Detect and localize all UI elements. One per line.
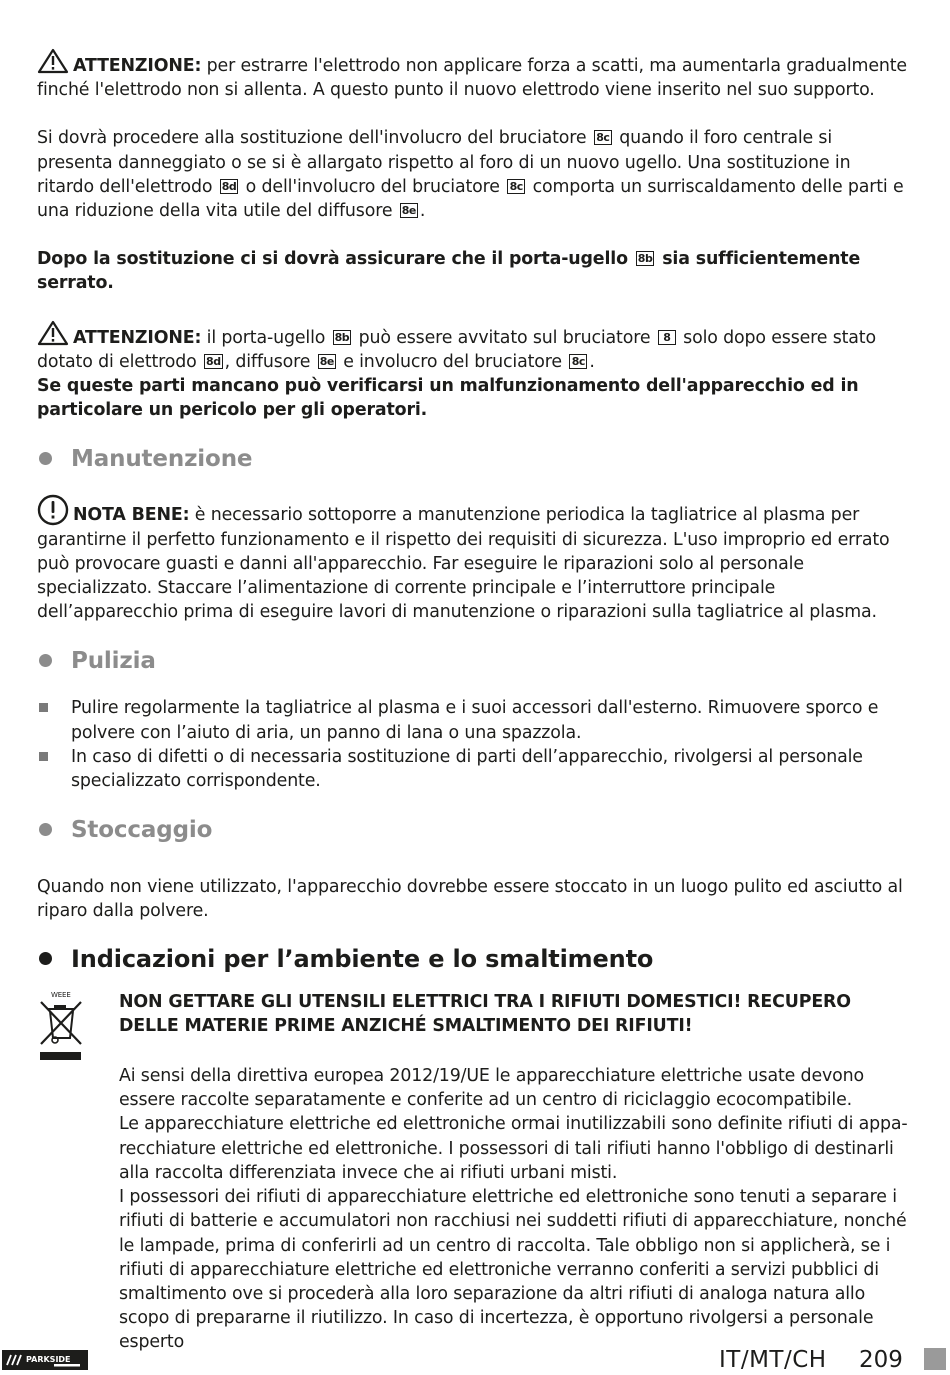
list-item-text: In caso di difetti o di necessaria sostituzione di parti dell’apparecchio, rivolgersi al personale specializzato corrispondente. — [71, 746, 863, 792]
text-segment: sia sufficientemente serrato. — [37, 249, 861, 294]
text-segment: comporta un surriscaldamento delle parti e una riduzione della vita utile del diffusore — [37, 176, 904, 222]
brand-text: PARKSIDE — [26, 1355, 71, 1364]
section-title-stoccaggio — [37, 815, 911, 845]
text-segment: solo dopo essere stato dotato di elettrodo — [37, 327, 876, 372]
bullet-dot-icon — [39, 452, 52, 465]
text-segment: , diffusore — [224, 351, 311, 372]
part-ref-badge: 8d — [206, 354, 221, 368]
page-number: 209 — [859, 1347, 903, 1373]
section-title-text: Pulizia — [71, 648, 156, 675]
storage-paragraph: Quando non viene utilizzato, l'apparecchio dovrebbe essere stoccato in un luogo pulito ed asciutto al riparo dalla polvere. — [37, 877, 903, 922]
text-segment: può essere avvitato sul bruciatore — [358, 327, 651, 348]
weee-paragraph-2: Le apparecchiature elettriche ed elettroniche ormai inutilizzabili sono definite rifiuti di appa-recchiature elettriche ed elettroniche. I possessori di tali rifiuti hanno l'obbligo di destinarli alla raccolta differenziata invece che ai rifiuti urbani misti. — [119, 1114, 908, 1183]
section-title-text: Indicazioni per l’ambiente e lo smaltimento — [71, 944, 654, 973]
text-segment: . — [419, 201, 426, 222]
parkside-logo — [2, 1350, 88, 1370]
list-item — [37, 745, 911, 793]
cleaning-list — [37, 696, 911, 793]
note-text: è necessario sottoporre a manutenzione periodica la tagliatrice al plasma per garantirne il perfetto funzionamento e il rispetto dei requisiti di sicurezza. L'uso improprio ed errato può provocare guasti e danni all'apparecchio. Far eseguire le riparazioni solo al personale specializzato. Staccare l’alimentazione di corrente principale e l’interruttore principale dell’apparecchio prima di eseguire lavori di manutenzione o riparazioni sulla tagliatrice al plasma. — [37, 505, 890, 623]
part-ref-badge: 8e — [319, 354, 334, 368]
maintenance-note-paragraph — [37, 494, 911, 624]
warning-text: per estrarre l'elettrodo non applicare forza a scatti, ma aumentarla gradualmente finché l'elettrodo non si allenta. A questo punto il nuovo elettrodo viene inserito nel suo supporto. — [37, 56, 907, 101]
part-ref-badge: 8c — [594, 130, 612, 145]
bullet-dot-icon — [39, 952, 52, 965]
text-segment: Si dovrà procedere alla sostituzione dell'involucro del bruciatore — [37, 128, 587, 149]
text-segment: e involucro del bruciatore — [343, 351, 562, 372]
weee-paragraph-1: Ai sensi della direttiva europea 2012/19/UE le apparecchiature elettriche usate devono essere raccolte separatamente e conferite ad un centro di riciclaggio ecocompatibile. — [119, 1066, 864, 1111]
weee-paragraph-3: I possessori dei rifiuti di apparecchiature elettriche ed elettroniche sono tenuti a separare i rifiuti di batterie e accumulatori non racchiusi nei suddetti rifiuti di apparecchiature, nonché le lampade, prima di conferirli ad un centro di raccolta. Tale obbligo non si applicherà, se i rifiuti di apparecchiature elettriche ed elettroniche verranno conferiti a servizi pubblici di smaltimento ove si procederà alla loro separazione da altri rifiuti di analoga natura allo scopo di prepararne il riutilizzo. In caso di incertezza, è opportuno rivolgersi a personale esperto — [119, 1187, 907, 1353]
warning-label: ATTENZIONE: — [73, 56, 202, 76]
warning-label: ATTENZIONE: — [73, 327, 202, 348]
warning-paragraph-1 — [37, 48, 911, 102]
section-title-ambiente — [37, 944, 911, 974]
text-segment: o dell'involucro del bruciatore — [245, 176, 500, 197]
warning-triangle-icon — [37, 320, 69, 346]
section-title-text: Stoccaggio — [71, 817, 213, 844]
warning-triangle-icon — [37, 48, 69, 74]
bold-note-paragraph — [37, 247, 911, 295]
part-ref-badge: 8d — [221, 179, 237, 193]
weee-label: WEEE — [51, 990, 71, 999]
part-ref-badge: 8e — [401, 204, 416, 218]
text-segment: quando il foro centrale si presenta danneggiato o se si è allargato rispetto al foro di un nuovo ugello. Una sostituzione in ritardo dell'elettrodo — [37, 128, 851, 197]
text-segment: . — [589, 351, 595, 372]
warning-bold-text: Se queste parti mancano può verificarsi un malfunzionamento dell'apparecchio ed in particolare un pericolo per gli operatori. — [37, 376, 859, 421]
weee-section — [37, 990, 911, 1355]
replacement-paragraph — [37, 126, 911, 223]
crossed-bin-icon — [37, 990, 89, 1070]
part-ref-badge: 8c — [507, 179, 525, 194]
part-ref-badge: 8b — [334, 330, 350, 344]
text-segment: Dopo la sostituzione ci si dovrà assicurare che il porta-ugello — [37, 249, 628, 270]
part-ref-badge: 8 — [658, 330, 676, 345]
section-title-text: Manutenzione — [71, 446, 253, 473]
section-title-manutenzione — [37, 444, 911, 474]
bullet-dot-icon — [39, 654, 52, 667]
note-label: NOTA BENE: — [73, 505, 190, 526]
text-segment: il porta-ugello — [206, 327, 326, 348]
bullet-dot-icon — [39, 823, 52, 836]
footer-marker — [924, 1348, 946, 1370]
section-title-pulizia — [37, 646, 911, 676]
square-bullet-icon — [39, 752, 48, 761]
exclamation-circle-icon — [37, 494, 69, 526]
weee-headline: NON GETTARE GLI UTENSILI ELETTRICI TRA I RIFIUTI DOMESTICI! RECUPERO DELLE MATERIE PRIME ANZICHÉ SMALTIMENTO DEI RIFIUTI! — [119, 991, 851, 1036]
page-content — [37, 48, 911, 1355]
list-item — [37, 696, 911, 744]
square-bullet-icon — [39, 703, 48, 712]
warning-paragraph-2 — [37, 320, 911, 374]
part-ref-badge: 8b — [637, 252, 653, 266]
part-ref-badge: 8c — [569, 354, 587, 369]
footer-language-codes: IT/MT/CH — [719, 1347, 827, 1373]
list-item-text: Pulire regolarmente la tagliatrice al plasma e i suoi accessori dall'esterno. Rimuovere sporco e polvere con l’aiuto di aria, un panno di lana o una spazzola. — [71, 698, 879, 743]
